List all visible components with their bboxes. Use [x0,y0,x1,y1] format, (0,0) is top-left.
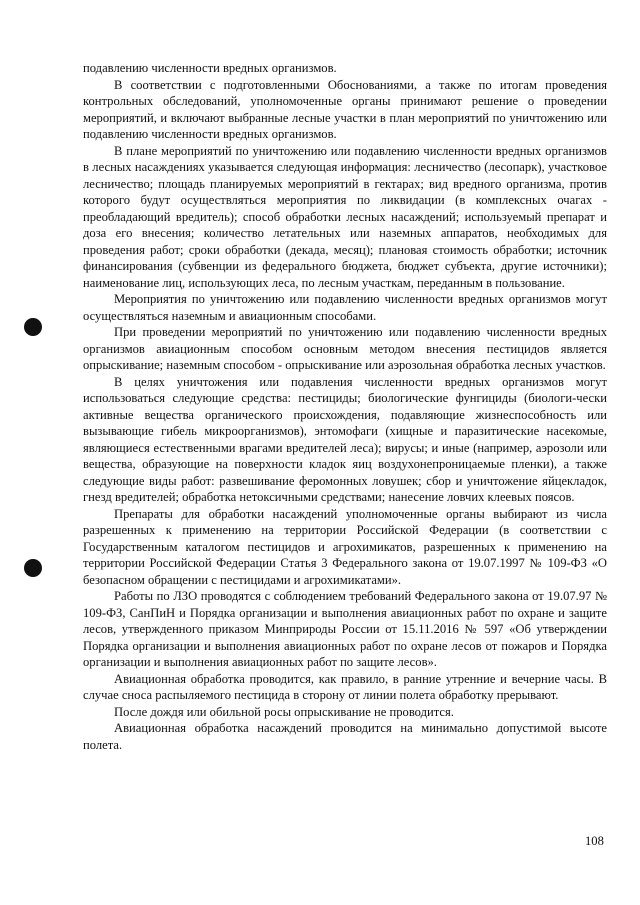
paragraph: подавлению численности вредных организмов. [83,61,337,75]
paragraph: Авиационная обработка насаждений проводится на минимально допустимой высоте полета. [83,721,607,752]
binder-hole [24,318,42,336]
binder-hole [24,559,42,577]
paragraph: Авиационная обработка проводится, как правило, в ранние утренние и вечерние часы. В случае сноса распыляемого пестицида в сторону от линии полета обработку прерывают. [83,671,607,702]
paragraph: Препараты для обработки насаждений уполномоченные органы выбирают из числа разрешенных к применению на территории Российской Федерации (в соответствии с Государственным каталогом пестицидов и агрохимикатов, разрешенных к применению на территории Российской Федерации Статья 3 Федерального закона от 19.07.1997 № 109-ФЗ «О безопасном обращении с пестицидами и агрохимикатами». [83,506,607,587]
paragraph: Работы по ЛЗО проводятся с соблюдением требований Федерального закона от 19.07.97 № 109-ФЗ, СанПиН и Порядка организации и выполнения авиационных работ по охране и защите лесов, утвержденного приказом Минприроды России от 15.11.2016 № 597 «Об утверждении Порядка организации и выполнения авиационных работ по охране лесов от пожаров и Порядка организации и выполнения авиационных работ по защите лесов». [83,589,607,669]
page-body [83,60,607,753]
paragraph: После дождя или обильной росы опрыскивание не проводится. [114,704,454,719]
paragraph: Мероприятия по уничтожению или подавлению численности вредных организмов могут осуществляться наземным и авиационным способами. [83,292,607,323]
page-number: 108 [585,834,604,848]
paragraph: При проведении мероприятий по уничтожению или подавлению численности вредных организмов авиационным способом основным методом внесения пестицидов является опрыскивание; наземным способом - опрыскивание или аэрозольная обработка лесных участков. [83,325,607,372]
paragraph: В плане мероприятий по уничтожению или подавлению численности вредных организмов в лесных насаждениях указывается следующая информация: лесничество (лесопарк), участковое лесничество; площадь планируемых мероприятий в гектарах; вид вредного организма, против которого будут осуществляться мероприятия по ликвидации (в комплексных очагах - преобладающий вредитель); способ обработки лесных насаждений; используемый препарат и доза его внесения; количество летательных или наземных аппаратов, необходимых для проведения работ; сроки обработки (декада, месяц); плановая стоимость обработки; источник финансирования (субвенции из федерального бюджета, бюджет субъекта, другие источники); наименование лиц, использующих леса, по лесным участкам, переданным в пользование. [83,143,607,290]
paragraph: В целях уничтожения или подавления численности вредных организмов могут использоваться следующие средства: пестициды; биологические фунгициды (биологи-чески активные вещества органического происхождения, подавляющие жизнеспособность или вызывающие гибель микроорганизмов), энтомофаги (хищные и паразитические насекомые, являющиеся естественными врагами вредителей леса); вирусы; и иные (например, аэрозоли или вещества, образующие на поверхности кладок яиц воздухонепроницаемые пленки), а также следующие виды работ: развешивание феромонных ловушек; сбор и уничтожение яйцекладок, гнезд вредителей; обработка нетоксичными средствами; нанесение ловчих клеевых поясов. [83,374,607,504]
paragraph: В соответствии с подготовленными Обоснованиями, а также по итогам проведения контрольных обследований, уполномоченные органы принимают решение о проведении мероприятий, и включают выбранные лесные участки в план мероприятий по уничтожению или подавлению численности вредных организмов. [83,77,607,141]
